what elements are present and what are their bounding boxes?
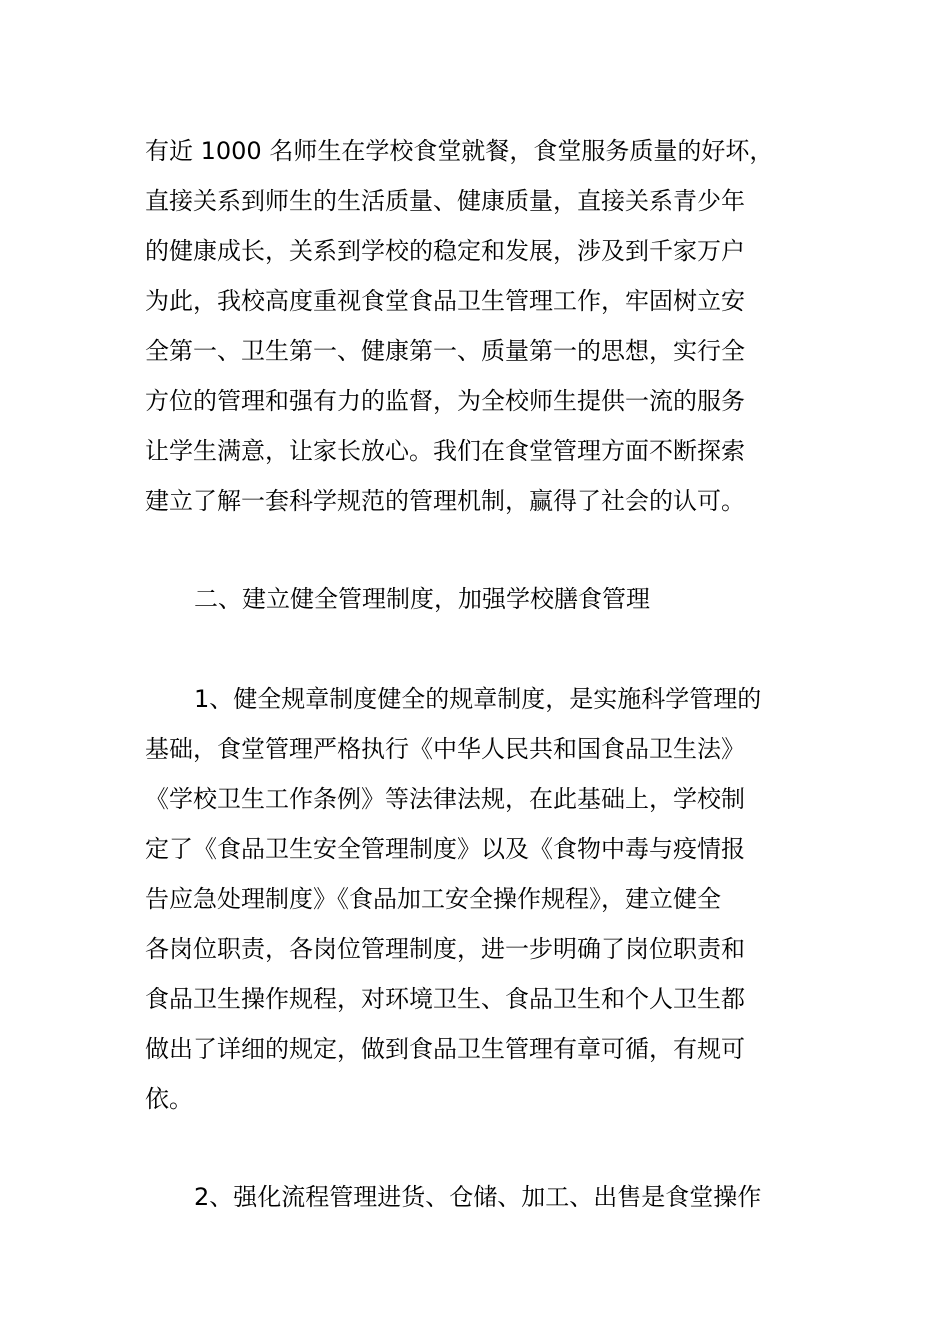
- text-line: 基础，食堂管理严格执行《中华人民共和国食品卫生法》: [145, 735, 745, 763]
- text-line: 直接关系到师生的生活质量、健康质量，直接关系青少年: [145, 187, 745, 215]
- text-line: 各岗位职责，各岗位管理制度，进一步明确了岗位职责和: [145, 935, 745, 963]
- text-line: 食品卫生操作规程，对环境卫生、食品卫生和个人卫生都: [145, 985, 745, 1013]
- text-line: 让学生满意，让家长放心。我们在食堂管理方面不断探索: [145, 437, 745, 465]
- text-line: 依。: [145, 1085, 193, 1113]
- text-line: 全第一、卫生第一、健康第一、质量第一的思想，实行全: [145, 337, 745, 365]
- text-line: 建立了解一套科学规范的管理机制，赢得了社会的认可。: [145, 487, 745, 515]
- text-line: 为此，我校高度重视食堂食品卫生管理工作，牢固树立安: [145, 287, 745, 315]
- text-line: 的健康成长，关系到学校的稳定和发展，涉及到千家万户: [145, 237, 745, 265]
- text-line: 《学校卫生工作条例》等法律法规，在此基础上，学校制: [145, 785, 745, 813]
- text-line: 方位的管理和强有力的监督，为全校师生提供一流的服务: [145, 387, 745, 415]
- text-line: 告应急处理制度》《食品加工安全操作规程》，建立健全: [145, 885, 721, 913]
- text-line: 1、健全规章制度健全的规章制度，是实施科学管理的: [194, 685, 762, 713]
- text-line: 做出了详细的规定，做到食品卫生管理有章可循，有规可: [145, 1035, 745, 1063]
- section-heading: 二、建立健全管理制度，加强学校膳食管理: [194, 585, 650, 613]
- text-line: 定了《食品卫生安全管理制度》以及《食物中毒与疫情报: [145, 835, 745, 863]
- text-line: 有近 1000 名师生在学校食堂就餐，食堂服务质量的好坏，: [145, 137, 774, 165]
- text-line: 2、强化流程管理进货、仓储、加工、出售是食堂操作: [194, 1183, 762, 1211]
